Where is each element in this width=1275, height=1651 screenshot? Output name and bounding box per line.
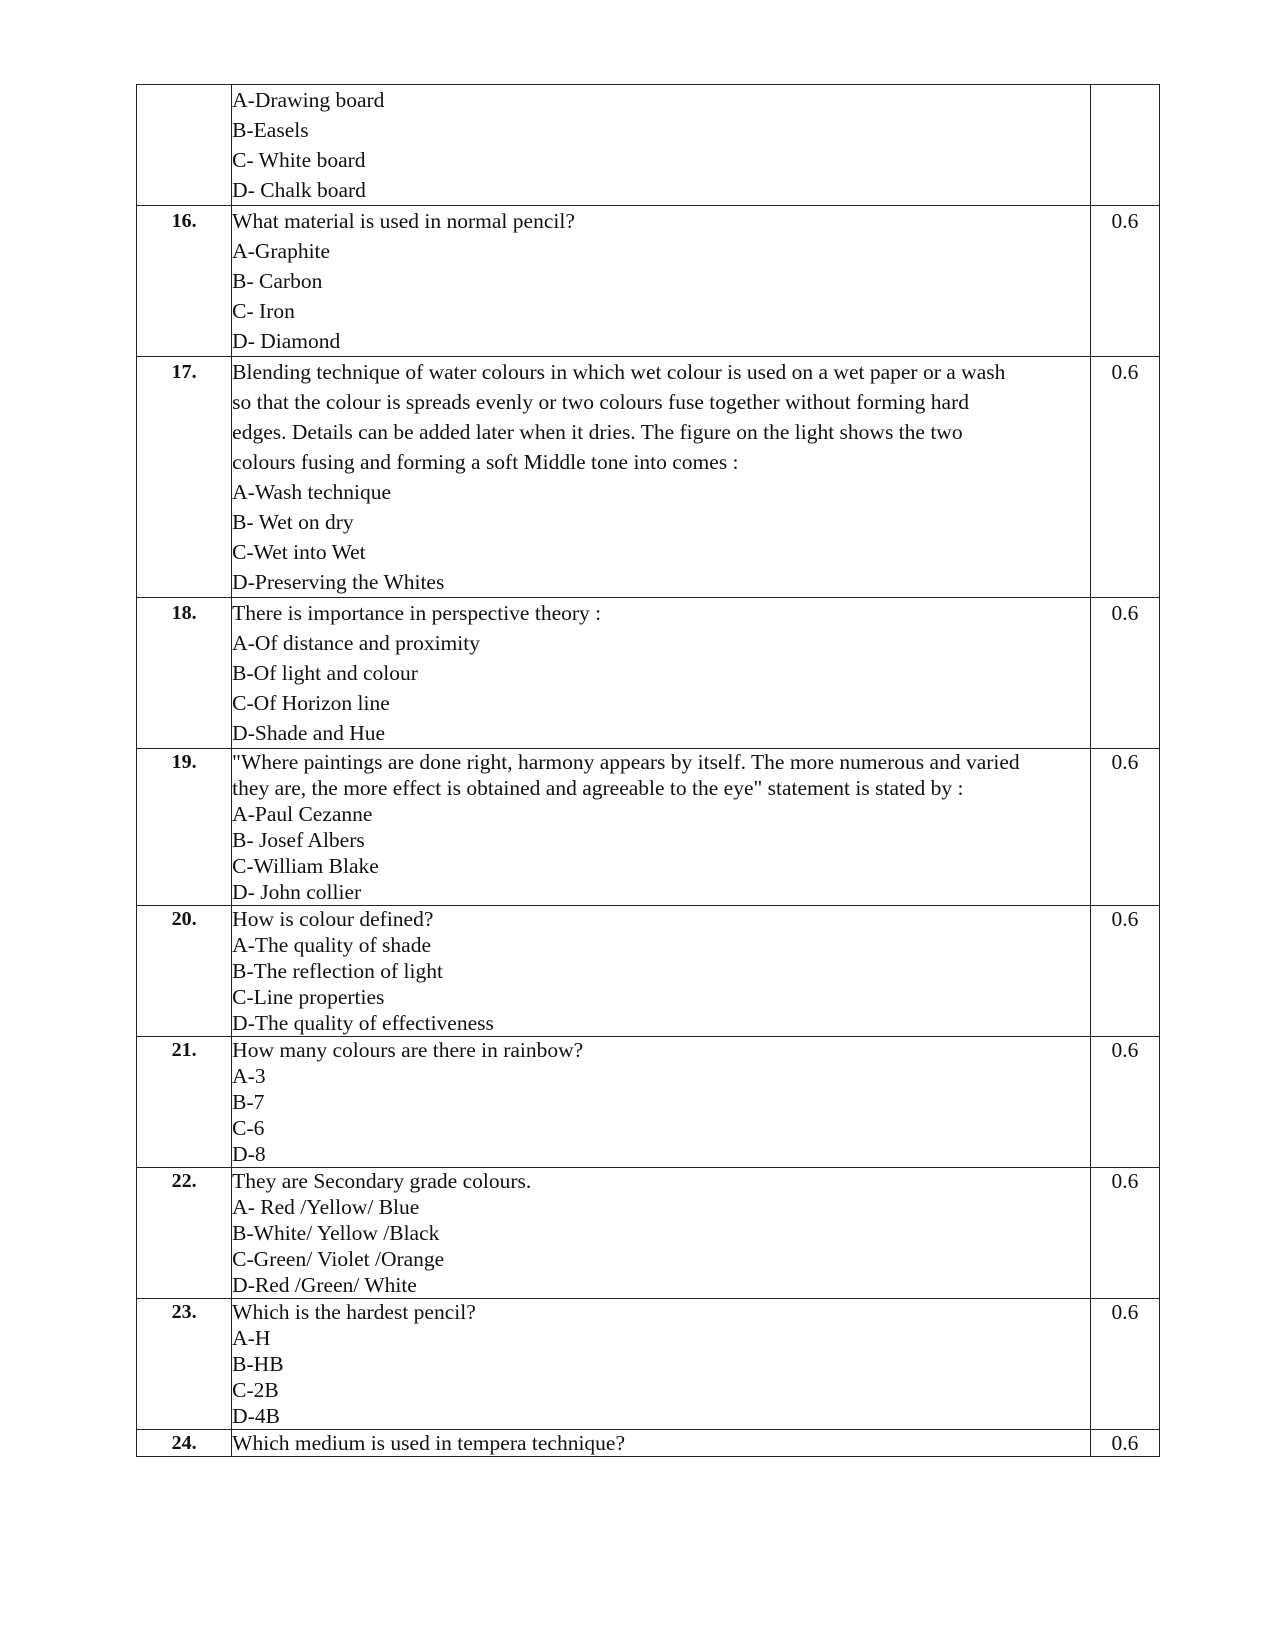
question-cell (232, 1168, 1091, 1299)
question-text-line: Blending technique of water colours in which wet colour is used on a wet paper or a wash (232, 360, 1006, 384)
question-number: 16. (137, 206, 232, 357)
question-text-line: They are Secondary grade colours. (232, 1169, 532, 1193)
question-row (137, 598, 1160, 749)
answer-option: D-The quality of effectiveness (232, 1011, 494, 1035)
question-number: 17. (137, 357, 232, 598)
question-text-line: they are, the more effect is obtained and agreeable to the eye" statement is stated by : (232, 776, 964, 800)
question-marks: 0.6 (1090, 749, 1159, 906)
answer-option: D- Diamond (232, 329, 341, 353)
question-marks: 0.6 (1090, 906, 1159, 1037)
question-marks: 0.6 (1090, 598, 1159, 749)
question-marks: 0.6 (1090, 1168, 1159, 1299)
question-text-line: colours fusing and forming a soft Middle tone into comes : (232, 450, 739, 474)
question-row (137, 85, 1160, 206)
answer-option: C- Iron (232, 299, 295, 323)
answer-option: C-Of Horizon line (232, 691, 390, 715)
answer-option: A-Paul Cezanne (232, 802, 373, 826)
question-row (137, 1430, 1160, 1457)
answer-option: A-3 (232, 1064, 266, 1088)
question-text-line: How many colours are there in rainbow? (232, 1038, 584, 1062)
question-marks: 0.6 (1090, 206, 1159, 357)
answer-option: B-Of light and colour (232, 661, 418, 685)
question-marks: 0.6 (1090, 1037, 1159, 1168)
answer-option: C-Line properties (232, 985, 385, 1009)
question-text-line: Which is the hardest pencil? (232, 1300, 476, 1324)
question-number (137, 85, 232, 206)
answer-option: D-Preserving the Whites (232, 570, 445, 594)
answer-option: D- Chalk board (232, 178, 366, 202)
question-text-line: so that the colour is spreads evenly or two colours fuse together without forming hard (232, 390, 969, 414)
question-row (137, 749, 1160, 906)
answer-option: C-Green/ Violet /Orange (232, 1247, 445, 1271)
question-cell (232, 206, 1091, 357)
question-cell (232, 1430, 1091, 1457)
question-cell (232, 906, 1091, 1037)
question-text-line: edges. Details can be added later when it dries. The figure on the light shows the two (232, 420, 963, 444)
answer-option: A-Graphite (232, 239, 331, 263)
question-text-line: There is importance in perspective theory : (232, 601, 602, 625)
answer-option: B- Carbon (232, 269, 323, 293)
answer-option: B-White/ Yellow /Black (232, 1221, 440, 1245)
question-row (137, 906, 1160, 1037)
question-cell (232, 1037, 1091, 1168)
question-marks: 0.6 (1090, 1299, 1159, 1430)
answer-option: C-William Blake (232, 854, 379, 878)
answer-option: D-Shade and Hue (232, 721, 386, 745)
question-row (137, 1037, 1160, 1168)
question-table-body (137, 85, 1160, 1457)
answer-option: C- White board (232, 148, 366, 172)
answer-option: A-Wash technique (232, 480, 392, 504)
answer-option: D-Red /Green/ White (232, 1273, 417, 1297)
question-number: 24. (137, 1430, 232, 1457)
answer-option: A-The quality of shade (232, 933, 431, 957)
answer-option: B-7 (232, 1090, 265, 1114)
question-text-line: "Where paintings are done right, harmony appears by itself. The more numerous and varied (232, 750, 1020, 774)
question-marks: 0.6 (1090, 1430, 1159, 1457)
question-cell (232, 1299, 1091, 1430)
question-text-line: What material is used in normal pencil? (232, 209, 575, 233)
answer-option: D-8 (232, 1142, 266, 1166)
answer-option: C-2B (232, 1378, 279, 1402)
answer-option: C-Wet into Wet (232, 540, 366, 564)
answer-option: D-4B (232, 1404, 280, 1428)
question-row (137, 206, 1160, 357)
answer-option: C-6 (232, 1116, 265, 1140)
question-text-line: Which medium is used in tempera technique? (232, 1431, 626, 1455)
question-cell (232, 85, 1091, 206)
answer-option: A- Red /Yellow/ Blue (232, 1195, 420, 1219)
question-number: 19. (137, 749, 232, 906)
question-cell (232, 357, 1091, 598)
answer-option: B-HB (232, 1352, 284, 1376)
answer-option: A-Drawing board (232, 88, 385, 112)
answer-option: D- John collier (232, 880, 362, 904)
question-row (137, 1168, 1160, 1299)
question-number: 22. (137, 1168, 232, 1299)
answer-option: B-Easels (232, 118, 309, 142)
question-table (136, 84, 1160, 1457)
answer-option: A-H (232, 1326, 271, 1350)
answer-option: A-Of distance and proximity (232, 631, 480, 655)
question-text-line: How is colour defined? (232, 907, 434, 931)
question-number: 18. (137, 598, 232, 749)
answer-option: B- Josef Albers (232, 828, 365, 852)
question-cell (232, 749, 1091, 906)
question-cell (232, 598, 1091, 749)
question-row (137, 1299, 1160, 1430)
question-row (137, 357, 1160, 598)
question-marks: 0.6 (1090, 357, 1159, 598)
question-number: 23. (137, 1299, 232, 1430)
question-number: 21. (137, 1037, 232, 1168)
answer-option: B- Wet on dry (232, 510, 354, 534)
answer-option: B-The reflection of light (232, 959, 443, 983)
question-number: 20. (137, 906, 232, 1037)
question-marks (1090, 85, 1159, 206)
